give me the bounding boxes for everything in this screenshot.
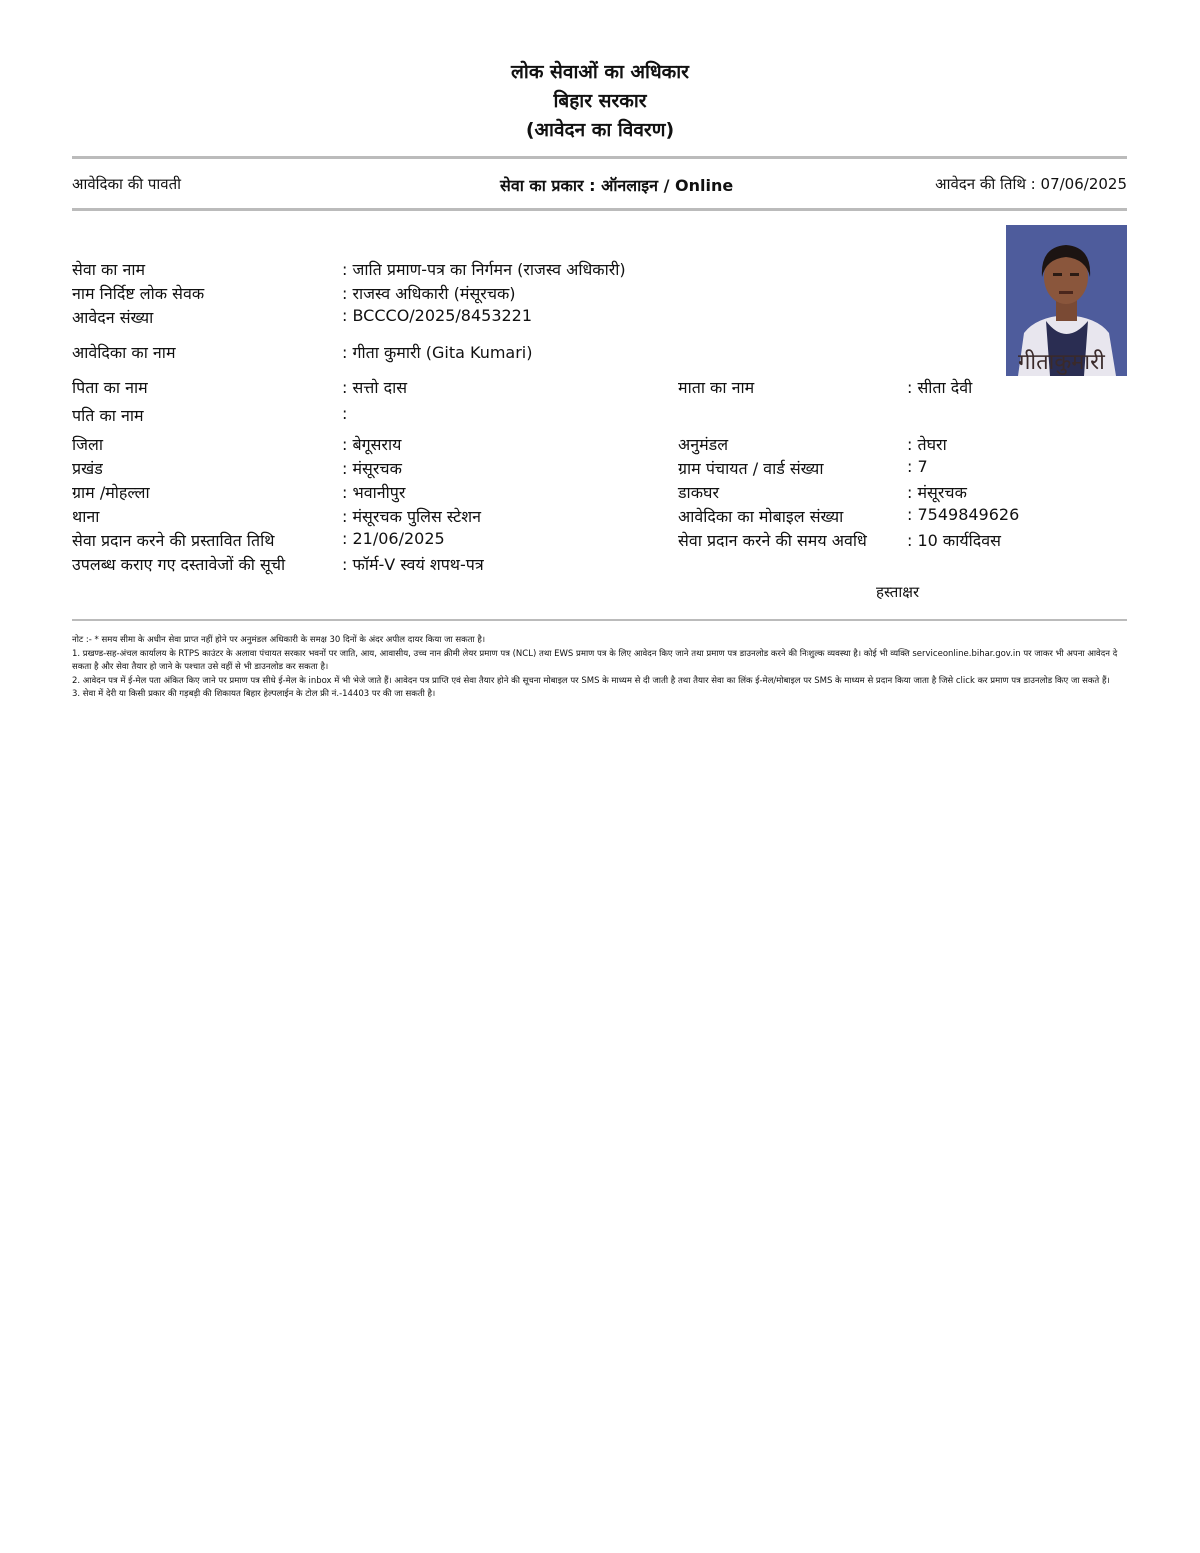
field-value: : 21/06/2025 [342, 529, 445, 548]
field-value: : सीता देवी [907, 378, 973, 397]
field-value: : 7 [907, 457, 928, 476]
header-title: लोक सेवाओं का अधिकार [511, 61, 689, 83]
photo-signature: गीताकुमारी [1018, 350, 1105, 375]
meta-bar [72, 172, 1127, 196]
application-date-label: आवेदन की तिथि : [935, 175, 1036, 193]
field-label: आवेदन संख्या [72, 308, 154, 327]
header-subtitle: (आवेदन का विवरण) [525, 119, 675, 141]
note-line: 3. सेवा में देरी या किसी प्रकार की गड़बड़ी की शिकायत बिहार हेल्पलाईन के टोल फ्री नं.-14403 पर की जा सकती है। [72, 689, 436, 699]
field-label: आवेदिका का मोबाइल संख्या [678, 507, 844, 526]
field-value: : गीता कुमारी (Gita Kumari) [342, 343, 533, 362]
field-label: ग्राम /मोहल्ला [72, 483, 150, 502]
field-label: प्रखंड [72, 459, 103, 478]
note-line: 1. प्रखण्ड-सह-अंचल कार्यालय के RTPS काउंटर के अलावा पंचायत सरकार भवनों पर जाति, आय, आवासीय, उच्च नान क्रीमी लेयर प्रमाण पत्र (NCL) तथा EWS प्रमाण पत्र के लिए आवेदन किए जाने तथा प्रमाण पत्र डाउनलोड करने की निःशुल्क व्यवस्था है। कोई भी व्यक्ति serviceonline.bihar.gov.in पर जाकर भी अपना आवेदन दे सकता है और सेवा तैयार हो जाने के पश्चात उसे वहीं से भी डाउनलोड कर सकता है। [72, 648, 1118, 672]
field-label: पिता का नाम [72, 378, 148, 397]
field-label: नाम निर्दिष्ट लोक सेवक [72, 284, 205, 303]
receipt-label: आवेदिका की पावती [72, 175, 182, 193]
field-label: थाना [72, 507, 100, 526]
service-type-value: ऑनलाइन / Online [601, 176, 734, 195]
bottom-divider [72, 619, 1127, 621]
note-line: 2. आवेदन पत्र में ई-मेल पता अंकित किए जाने पर प्रमाण पत्र सीधे ई-मेल के inbox में भी भेजे जाते हैं। आवेदन पत्र प्राप्ति एवं सेवा तैयार होने की सूचना मोबाइल पर SMS के माध्यम से दी जाती है तथा तैयार सेवा का लिंक ई-मेल/मोबाइल पर SMS के माध्यम से प्रदान किया जाता है जिसे click कर प्रमाण पत्र डाउनलोड किए जा सकते हैं। [72, 675, 1110, 686]
field-value: : 7549849626 [907, 505, 1020, 524]
header-government: बिहार सरकार [553, 90, 647, 112]
notes-section [72, 634, 1127, 702]
field-value: : राजस्व अधिकारी (मंसूरचक) [342, 284, 516, 303]
document-header [0, 58, 1200, 145]
signature-label: हस्ताक्षर [876, 583, 920, 601]
field-label: डाकघर [678, 483, 719, 502]
field-label: माता का नाम [678, 378, 755, 397]
field-value: : जाति प्रमाण-पत्र का निर्गमन (राजस्व अधिकारी) [342, 260, 626, 279]
field-value: : भवानीपुर [342, 483, 406, 502]
field-label: ग्राम पंचायत / वार्ड संख्या [678, 459, 824, 478]
service-type [500, 174, 733, 196]
applicant-photo-graphic [1006, 225, 1127, 376]
field-value: : फॉर्म-V स्वयं शपथ-पत्र [342, 555, 484, 574]
field-value: : सत्तो दास [342, 378, 408, 397]
field-label: सेवा प्रदान करने की समय अवधि [678, 531, 867, 550]
application-date [935, 174, 1127, 194]
field-value: : मंसूरचक [342, 459, 402, 478]
application-date-value: 07/06/2025 [1040, 175, 1127, 193]
meta-divider [72, 208, 1127, 211]
field-value: : मंसूरचक [907, 483, 967, 502]
field-label: पति का नाम [72, 406, 144, 425]
field-value: : बेगूसराय [342, 435, 402, 454]
field-label: आवेदिका का नाम [72, 343, 176, 362]
note-line: नोट :- * समय सीमा के अधीन सेवा प्राप्त नहीं होने पर अनुमंडल अधिकारी के समक्ष 30 दिनों के अंदर अपील दायर किया जा सकता है। [72, 635, 486, 645]
field-value: : 10 कार्यदिवस [907, 531, 1001, 550]
field-label: सेवा का नाम [72, 260, 146, 279]
service-type-label: सेवा का प्रकार : [500, 176, 596, 195]
field-value: : BCCCO/2025/8453221 [342, 306, 533, 325]
field-label: उपलब्ध कराए गए दस्तावेजों की सूची [72, 555, 286, 574]
field-label: सेवा प्रदान करने की प्रस्तावित तिथि [72, 531, 275, 550]
field-value: : मंसूरचक पुलिस स्टेशन [342, 507, 481, 526]
field-label: जिला [72, 435, 104, 454]
field-label: अनुमंडल [678, 435, 729, 454]
applicant-photo [1006, 225, 1127, 376]
field-value: : [342, 404, 348, 423]
field-value: : तेघरा [907, 435, 947, 454]
top-divider [72, 156, 1127, 159]
